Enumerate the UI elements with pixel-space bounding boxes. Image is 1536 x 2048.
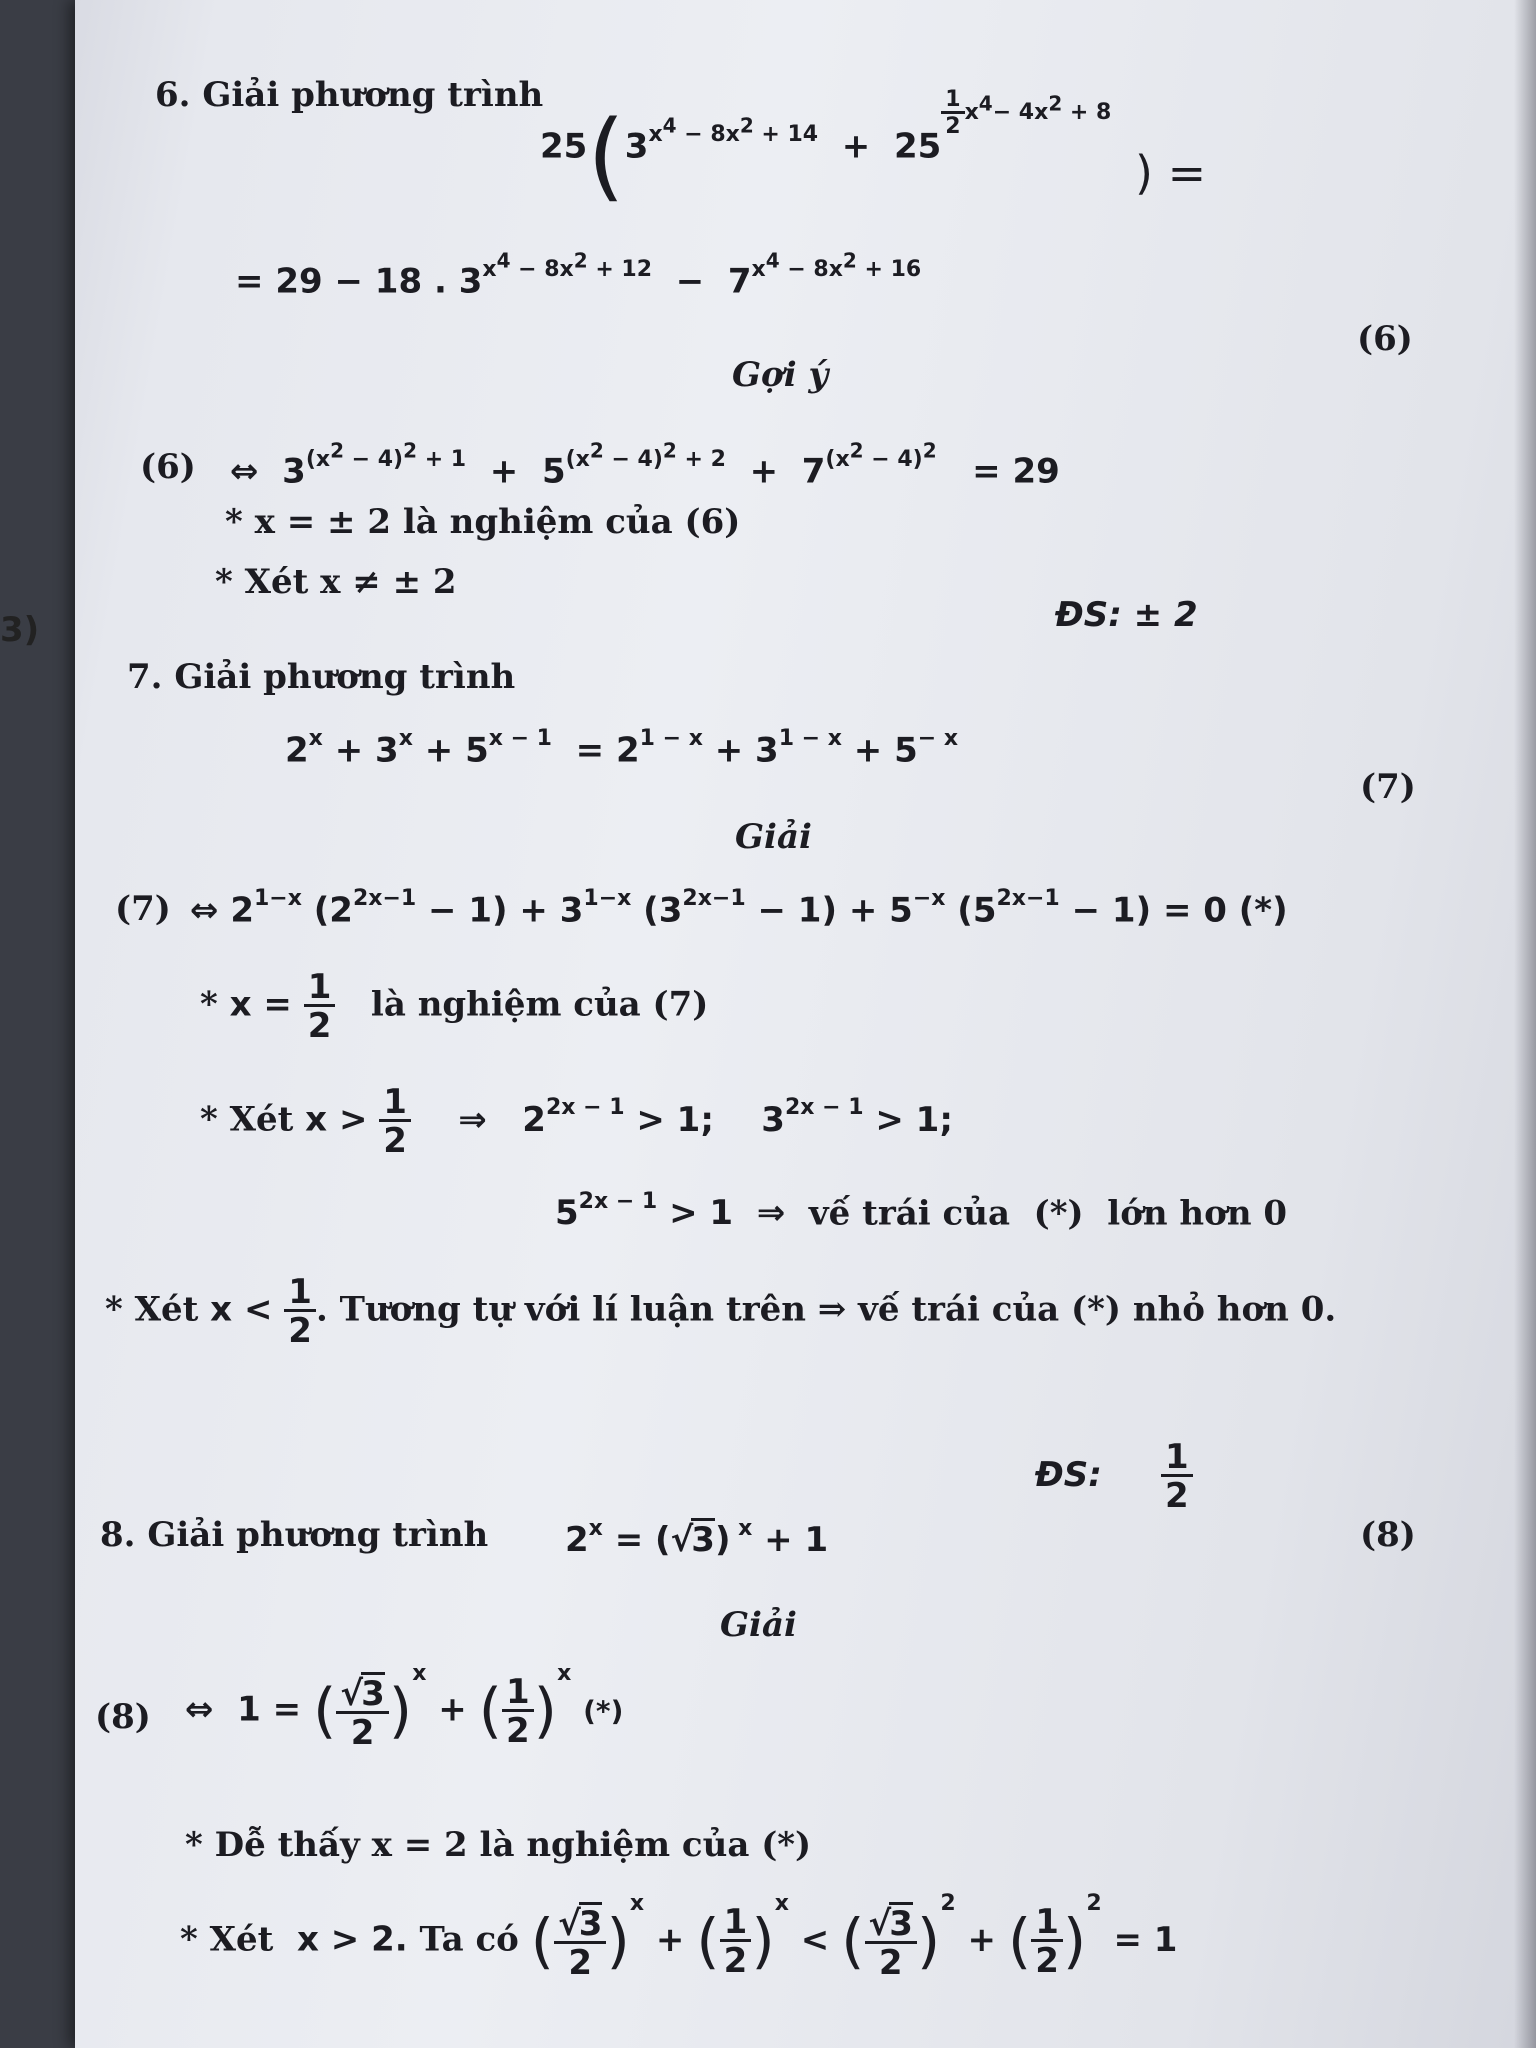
- problem7-bullet1: * x = $\frac{1}{2}$ là nghiệm của (7): [200, 967, 709, 1046]
- margin-fragment: 3): [0, 610, 40, 650]
- problem7-bullet3: * Xét x < $\frac{1}{2}$ . Tương tự với lí luận trên ⇒ vế trái của (*) nhỏ hơn 0.: [105, 1272, 1337, 1351]
- problem7-solution-heading: Giải: [735, 817, 812, 857]
- problem6-bullet2: * Xét x ≠ ± 2: [215, 562, 457, 602]
- problem7-bullet2-cont: $5^{2x - 1} > 1$ ⇒ vế trái của (*) lớn hơn 0: [555, 1189, 1288, 1234]
- problem8-bullet1: * Dễ thấy x = 2 là nghiệm của (*): [185, 1825, 812, 1865]
- problem6-bullet1: * x = ± 2 là nghiệm của (6): [225, 502, 741, 542]
- problem8-step1: ⇔ 1 = ( $\frac{√3}{2}$ )$^x$ + ( $\frac{1}{2}$ )$^x$ (*): [185, 1661, 624, 1753]
- problem6-number: (6): [1357, 319, 1413, 359]
- problem7-title: 7. Giải phương trình: [127, 657, 516, 697]
- problem8-equation: $2^x = (√3) ^x + 1$: [565, 1515, 829, 1560]
- problem8-title: 8. Giải phương trình: [100, 1515, 489, 1555]
- problem6-answer: ĐS: ± 2: [1055, 595, 1198, 635]
- problem7-step1: ⇔ $2^{1-x}$ $(2^{2x-1} - 1) + 3^{1-x}$ $(3^{2x-1} - 1) + 5^{-x}$ $(5^{2x-1} - 1) = 0$ (*): [190, 886, 1288, 931]
- problem8-number: (8): [1360, 1515, 1416, 1555]
- problem7-bullet2: * Xét x > $\frac{1}{2}$ ⇒ $2^{2x - 1} > 1$; $3^{2x - 1} > 1$;: [200, 1082, 953, 1161]
- problem7-equation: $2^x + 3^x + 5^{x - 1} = 2^{1 - x} + 3^{1 - x} + 5^{- x}$: [285, 726, 959, 771]
- book-page: [75, 0, 1536, 2048]
- problem6-lhs-close: ) =: [1135, 146, 1207, 200]
- page-edge-shadow: [1514, 0, 1536, 2048]
- problem6-step1-ref: (6): [140, 447, 196, 487]
- problem7-answer: ĐS: $\frac{1}{2}$: [1035, 1440, 1193, 1513]
- problem7-step1-ref: (7): [115, 889, 171, 929]
- problem7-number: (7): [1360, 767, 1416, 807]
- problem8-bullet2: * Xét x > 2. Ta có ( $\frac{√3}{2}$ )$^x$ + ( $\frac{1}{2}$ )$^x$ < ( $\frac{√3}{2}$ )$^2$ + ( $\frac{1}{2}$ )$^2$ = 1: [180, 1891, 1178, 1983]
- problem8-step1-ref: (8): [95, 1697, 151, 1737]
- problem8-solution-heading: Giải: [720, 1605, 797, 1645]
- problem6-step1: ⇔ $3^{(x2 - 4)2 + 1} + 5^{(x2 - 4)2 + 2} + 7^{(x2 - 4)2} = 29$: [230, 439, 1060, 492]
- problem6-hint-heading: Gợi ý: [732, 355, 829, 395]
- problem6-lhs: $25(3^{x4 - 8x2 + 14} + 25$ $^{\frac{1}{2} x4- 4x2 + 8}$: [540, 86, 1112, 212]
- problem6-rhs: = 29 − 18 . $3^{x4 - 8x2 + 12} - 7^{x4 - 8x2 + 16}$: [235, 249, 922, 302]
- problem6-title: 6. Giải phương trình: [155, 75, 544, 115]
